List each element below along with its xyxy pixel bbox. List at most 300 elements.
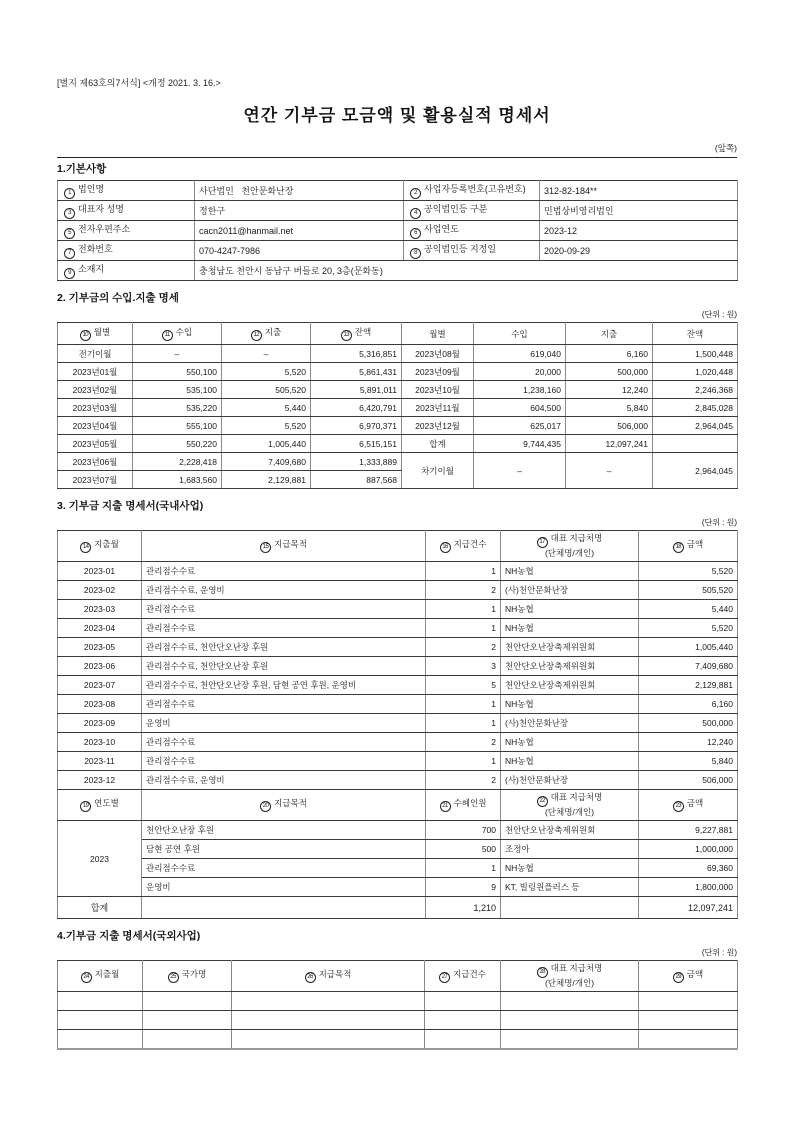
section4-heading: 4.기부금 지출 명세서(국외사업) (57, 930, 201, 942)
cell: 6,420,791 (311, 399, 402, 417)
column-header (232, 961, 425, 992)
cell: 500,000 (566, 363, 653, 381)
cell: 12,097,241 (566, 435, 653, 453)
cell: NH농협 (501, 600, 639, 619)
table-row (58, 1030, 738, 1049)
cell: 5,440 (222, 399, 311, 417)
circled-number: 13 (341, 330, 352, 341)
table-row (58, 181, 738, 201)
cell: 5,520 (222, 417, 311, 435)
column-header (426, 531, 501, 562)
field-label (404, 241, 540, 261)
cell (58, 992, 143, 1011)
field-label (404, 221, 540, 241)
cell: 관리점수수료, 천안단오난장 후원 (142, 657, 426, 676)
field-value: cacn2011@hanmail.net (195, 221, 404, 241)
cell: 2023년02월 (58, 381, 133, 399)
cell: 5,440 (639, 600, 738, 619)
cell (425, 1030, 501, 1049)
column-header-text: 대표 지급처명 (550, 533, 603, 544)
cell (639, 1011, 738, 1030)
cell: 7,409,680 (639, 657, 738, 676)
cell: 2023년08월 (402, 345, 474, 363)
cell: 천안단오난장 후원 (142, 821, 426, 840)
circled-number: 5 (64, 228, 75, 239)
table-row (58, 600, 738, 619)
circled-number: 11 (162, 330, 173, 341)
column-header-text: 대표 지급처명 (550, 792, 603, 803)
cell: 535,100 (133, 381, 222, 399)
field-label-text: 법인명 (78, 184, 105, 195)
cell: 2,964,045 (653, 453, 738, 489)
cell (425, 1011, 501, 1030)
table-row (58, 695, 738, 714)
field-value: 070-4247-7986 (195, 241, 404, 261)
cell: 운영비 (142, 878, 426, 897)
cell: 전기이월 (58, 345, 133, 363)
field-label-text: 사업연도 (424, 224, 459, 235)
field-label-text: 전화번호 (78, 244, 113, 255)
cell: NH농협 (501, 562, 639, 581)
cell: 500,000 (639, 714, 738, 733)
cell: 6,515,151 (311, 435, 402, 453)
header-row (58, 531, 738, 562)
cell: 조정아 (501, 840, 639, 859)
cell: 1 (426, 600, 501, 619)
column-header (639, 531, 738, 562)
cell: 운영비 (142, 714, 426, 733)
cell: 550,100 (133, 363, 222, 381)
field-label (404, 201, 540, 221)
header-row (58, 790, 738, 821)
circled-number: 10 (80, 330, 91, 341)
cell: – (474, 453, 566, 489)
column-header (639, 961, 738, 992)
cell: 887,568 (311, 471, 402, 489)
cell: NH농협 (501, 695, 639, 714)
cell: 1 (426, 714, 501, 733)
circled-number: 18 (673, 542, 684, 553)
cell (501, 992, 639, 1011)
cell: 1 (426, 562, 501, 581)
cell: 1,005,440 (222, 435, 311, 453)
circled-number: 29 (673, 972, 684, 983)
cell: 1,000,000 (639, 840, 738, 859)
table-row (58, 619, 738, 638)
column-header (311, 323, 402, 345)
section3-heading: 3. 기부금 지출 명세서(국내사업) (57, 500, 204, 512)
circled-number: 20 (260, 801, 271, 812)
income-expense-table (57, 322, 738, 489)
field-label (58, 261, 195, 281)
cell: 2023년05월 (58, 435, 133, 453)
cell: 3 (426, 657, 501, 676)
cell: (사)천안문화난장 (501, 771, 639, 790)
cell: NH농협 (501, 619, 639, 638)
field-label-text: 대표자 성명 (78, 204, 124, 215)
cell: 1 (426, 752, 501, 771)
circled-number: 2 (410, 188, 421, 199)
column-header-text: 수혜인원 (453, 797, 487, 808)
table-row (58, 878, 738, 897)
table-row (58, 435, 738, 453)
cell: 관리점수수료, 운영비 (142, 581, 426, 600)
cell: 2023년01월 (58, 363, 133, 381)
column-header-subtext: (단체명/개인) (544, 806, 595, 817)
column-header-text: 지출 (264, 326, 282, 337)
cell: 2 (426, 581, 501, 600)
cell: 5,861,431 (311, 363, 402, 381)
cell: 2023년07월 (58, 471, 133, 489)
table-row (58, 241, 738, 261)
cell: 1,333,889 (311, 453, 402, 471)
basic-info-table (57, 180, 738, 281)
field-value: 2023-12 (540, 221, 738, 241)
column-header-text: 잔액 (354, 326, 372, 337)
field-value: 정한구 (195, 201, 404, 221)
field-label-text: 사업자등록번호(고유번호) (424, 184, 526, 195)
field-label-text: 소재지 (78, 264, 105, 275)
total-label: 합계 (58, 897, 142, 919)
table-row (58, 638, 738, 657)
cell: 2023-03 (58, 600, 142, 619)
cell: 5,520 (639, 562, 738, 581)
cell: 5,316,851 (311, 345, 402, 363)
column-header (58, 961, 143, 992)
cell: 2,246,368 (653, 381, 738, 399)
divider (57, 157, 737, 158)
field-label (58, 221, 195, 241)
column-header (58, 531, 142, 562)
unit-label: (단위 : 원) (701, 948, 737, 957)
column-header (501, 790, 639, 821)
circled-number: 6 (410, 228, 421, 239)
field-value: 민법상비영리법인 (540, 201, 738, 221)
circled-number: 3 (64, 208, 75, 219)
cell: 2 (426, 638, 501, 657)
column-header (143, 961, 232, 992)
cell (639, 992, 738, 1011)
column-header-text: 지급목적 (274, 538, 307, 549)
cell: 2,964,045 (653, 417, 738, 435)
column-header-text: 지급건수 (453, 968, 486, 979)
cell: 1,500,448 (653, 345, 738, 363)
column-header: 잔액 (653, 323, 738, 345)
cell: 2023년06월 (58, 453, 133, 471)
cell: 619,040 (474, 345, 566, 363)
cell (653, 435, 738, 453)
header-row (58, 323, 738, 345)
cell (501, 1011, 639, 1030)
unit-label: (단위 : 원) (701, 310, 737, 319)
cell (58, 1030, 143, 1049)
cell: KT, 빌링원플러스 등 (501, 878, 639, 897)
cell (232, 1011, 425, 1030)
column-header-text: 지급건수 (453, 538, 487, 549)
cell: 차기이월 (402, 453, 474, 489)
field-value: 2020-09-29 (540, 241, 738, 261)
section1-heading: 1.기본사항 (57, 163, 107, 175)
cell: 535,220 (133, 399, 222, 417)
cell: 2 (426, 771, 501, 790)
circled-number: 17 (537, 537, 548, 548)
table-row (58, 453, 738, 471)
cell: 9,744,435 (474, 435, 566, 453)
cell: 관리점수수료, 천안단오난장 후원 (142, 638, 426, 657)
column-header-text: 대표 지급처명 (550, 963, 603, 974)
field-value: 충청남도 천안시 동남구 버들로 20, 3층(문화동) (195, 261, 738, 281)
total-count: 1,210 (426, 897, 501, 919)
cell: 천안단오난장축제위원회 (501, 638, 639, 657)
field-label-text: 공익법인등 구분 (424, 204, 488, 215)
cell: 5,840 (566, 399, 653, 417)
circled-number: 1 (64, 188, 75, 199)
cell: 2,129,881 (222, 471, 311, 489)
cell: 2023-01 (58, 562, 142, 581)
cell (639, 1030, 738, 1049)
column-header (133, 323, 222, 345)
cell: 505,520 (639, 581, 738, 600)
cell: 20,000 (474, 363, 566, 381)
cell: 604,500 (474, 399, 566, 417)
cell: 2,228,418 (133, 453, 222, 471)
table-row (58, 201, 738, 221)
cell: 천안단오난장축제위원회 (501, 676, 639, 695)
cell: 2023년12월 (402, 417, 474, 435)
cell: 관리점수수료 (142, 619, 426, 638)
field-label (58, 201, 195, 221)
cell: 천안단오난장축제위원회 (501, 821, 639, 840)
table-row (58, 581, 738, 600)
cell: 2023년11월 (402, 399, 474, 417)
cell: 500 (426, 840, 501, 859)
column-header (639, 790, 738, 821)
circled-number: 24 (81, 972, 92, 983)
cell: 2023년03월 (58, 399, 133, 417)
column-header-text: 지출월 (94, 538, 119, 549)
domestic-expense-table (57, 530, 738, 919)
cell: 555,100 (133, 417, 222, 435)
field-label (58, 241, 195, 261)
cell: 관리점수수료 (142, 859, 426, 878)
section2-heading: 2. 기부금의 수입.지출 명세 (57, 292, 179, 304)
cell: 12,240 (639, 733, 738, 752)
circled-number: 12 (251, 330, 262, 341)
circled-number: 26 (305, 972, 316, 983)
cell: 관리점수수료 (142, 562, 426, 581)
cell: 관리점수수료, 운영비 (142, 771, 426, 790)
cell: 관리점수수료 (142, 600, 426, 619)
cell: – (133, 345, 222, 363)
cell: 1,238,160 (474, 381, 566, 399)
column-header: 월별 (402, 323, 474, 345)
cell: – (222, 345, 311, 363)
total-row (58, 897, 738, 919)
cell: 2023년09월 (402, 363, 474, 381)
column-header (142, 531, 426, 562)
cell: 2023-12 (58, 771, 142, 790)
header-row (58, 961, 738, 992)
cell: 700 (426, 821, 501, 840)
circled-number: 8 (410, 248, 421, 259)
cell: 2023-07 (58, 676, 142, 695)
cell: 506,000 (566, 417, 653, 435)
circled-number: 21 (440, 801, 451, 812)
column-header (501, 961, 639, 992)
column-header-text: 금액 (686, 797, 704, 808)
cell (501, 1030, 639, 1049)
field-label-text: 전자우편주소 (78, 224, 131, 235)
cell: NH농협 (501, 733, 639, 752)
cell (501, 897, 639, 919)
column-header-text: 수입 (175, 326, 193, 337)
cell: 5,520 (222, 363, 311, 381)
total-amount: 12,097,241 (639, 897, 738, 919)
column-header-text: 지급목적 (274, 797, 307, 808)
cell: 5,840 (639, 752, 738, 771)
cell: 1 (426, 859, 501, 878)
table-row (58, 381, 738, 399)
cell (142, 897, 426, 919)
cell: 5,891,011 (311, 381, 402, 399)
year-cell: 2023 (58, 821, 142, 897)
circled-number: 28 (537, 967, 548, 978)
cell: 2,129,881 (639, 676, 738, 695)
column-header-subtext: (단체명/개인) (544, 977, 595, 988)
cell (58, 1011, 143, 1030)
cell: 5 (426, 676, 501, 695)
cell: 6,970,371 (311, 417, 402, 435)
cell: 1,683,560 (133, 471, 222, 489)
cell: 2 (426, 733, 501, 752)
column-header-text: 금액 (686, 538, 704, 549)
cell: 5,520 (639, 619, 738, 638)
cell: 2023-09 (58, 714, 142, 733)
cell: (사)천안문화난장 (501, 714, 639, 733)
cell: 7,409,680 (222, 453, 311, 471)
circled-number: 22 (537, 796, 548, 807)
column-header (222, 323, 311, 345)
cell: 9,227,881 (639, 821, 738, 840)
column-header: 수입 (474, 323, 566, 345)
table-row (58, 714, 738, 733)
column-header (501, 531, 639, 562)
column-header (58, 790, 142, 821)
cell (232, 1030, 425, 1049)
field-label (58, 181, 195, 201)
cell: 6,160 (639, 695, 738, 714)
table-row (58, 733, 738, 752)
column-header (426, 790, 501, 821)
cell: 2023-06 (58, 657, 142, 676)
cell: 2023년04월 (58, 417, 133, 435)
table-row (58, 859, 738, 878)
cell: 담현 공연 후원 (142, 840, 426, 859)
cell: 505,520 (222, 381, 311, 399)
circled-number: 16 (440, 542, 451, 553)
column-header-text: 월별 (93, 326, 111, 337)
cell: 합계 (402, 435, 474, 453)
circled-number: 25 (168, 972, 179, 983)
cell: (사)천안문화난장 (501, 581, 639, 600)
column-header (58, 323, 133, 345)
cell: 550,220 (133, 435, 222, 453)
cell: 12,240 (566, 381, 653, 399)
cell: 6,160 (566, 345, 653, 363)
table-row (58, 221, 738, 241)
field-label (404, 181, 540, 201)
cell: 9 (426, 878, 501, 897)
cell (425, 992, 501, 1011)
cell: 2023-11 (58, 752, 142, 771)
table-row (58, 345, 738, 363)
cell (143, 1030, 232, 1049)
cell: 2023-04 (58, 619, 142, 638)
cell: 관리점수수료, 천안단오난장 후원, 담현 공연 후원, 운영비 (142, 676, 426, 695)
cell: 1,020,448 (653, 363, 738, 381)
column-header-subtext: (단체명/개인) (544, 547, 595, 558)
cell: 관리점수수료 (142, 695, 426, 714)
table-row (58, 1011, 738, 1030)
page-side-label: (앞쪽) (714, 143, 737, 153)
table-row (58, 676, 738, 695)
table-row (58, 657, 738, 676)
circled-number: 4 (410, 208, 421, 219)
cell: 2023년10월 (402, 381, 474, 399)
form-number: [별지 제63호의7서식] <개정 2021. 3. 16.> (57, 78, 221, 88)
cell: – (566, 453, 653, 489)
circled-number: 27 (439, 972, 450, 983)
field-label-text: 공익법인등 지정일 (424, 244, 497, 255)
table-row (58, 417, 738, 435)
table-row (58, 363, 738, 381)
cell: 625,017 (474, 417, 566, 435)
table-row (58, 261, 738, 281)
unit-label: (단위 : 원) (701, 518, 737, 527)
overseas-expense-table (57, 960, 738, 1050)
circled-number: 19 (80, 801, 91, 812)
cell (232, 992, 425, 1011)
column-header-text: 금액 (686, 968, 704, 979)
circled-number: 23 (673, 801, 684, 812)
column-header-text: 지출월 (94, 968, 120, 979)
table-row (58, 821, 738, 840)
cell: 2023-05 (58, 638, 142, 657)
cell: 1 (426, 695, 501, 714)
column-header-text: 국가명 (181, 968, 207, 979)
cell: 관리점수수료 (142, 733, 426, 752)
table-row (58, 840, 738, 859)
column-header-text: 연도별 (94, 797, 119, 808)
cell: NH농협 (501, 752, 639, 771)
column-header (425, 961, 501, 992)
column-header: 지출 (566, 323, 653, 345)
circled-number: 14 (80, 542, 91, 553)
table-row (58, 752, 738, 771)
cell: 2023-10 (58, 733, 142, 752)
table-row (58, 992, 738, 1011)
page-title: 연간 기부금 모금액 및 활용실적 명세서 (243, 106, 551, 125)
circled-number: 9 (64, 268, 75, 279)
table-row (58, 771, 738, 790)
cell: 2023-08 (58, 695, 142, 714)
cell (143, 1011, 232, 1030)
cell (143, 992, 232, 1011)
cell: NH농협 (501, 859, 639, 878)
cell: 2023-02 (58, 581, 142, 600)
field-value: 312-82-184** (540, 181, 738, 201)
column-header-text: 지급목적 (318, 968, 352, 979)
